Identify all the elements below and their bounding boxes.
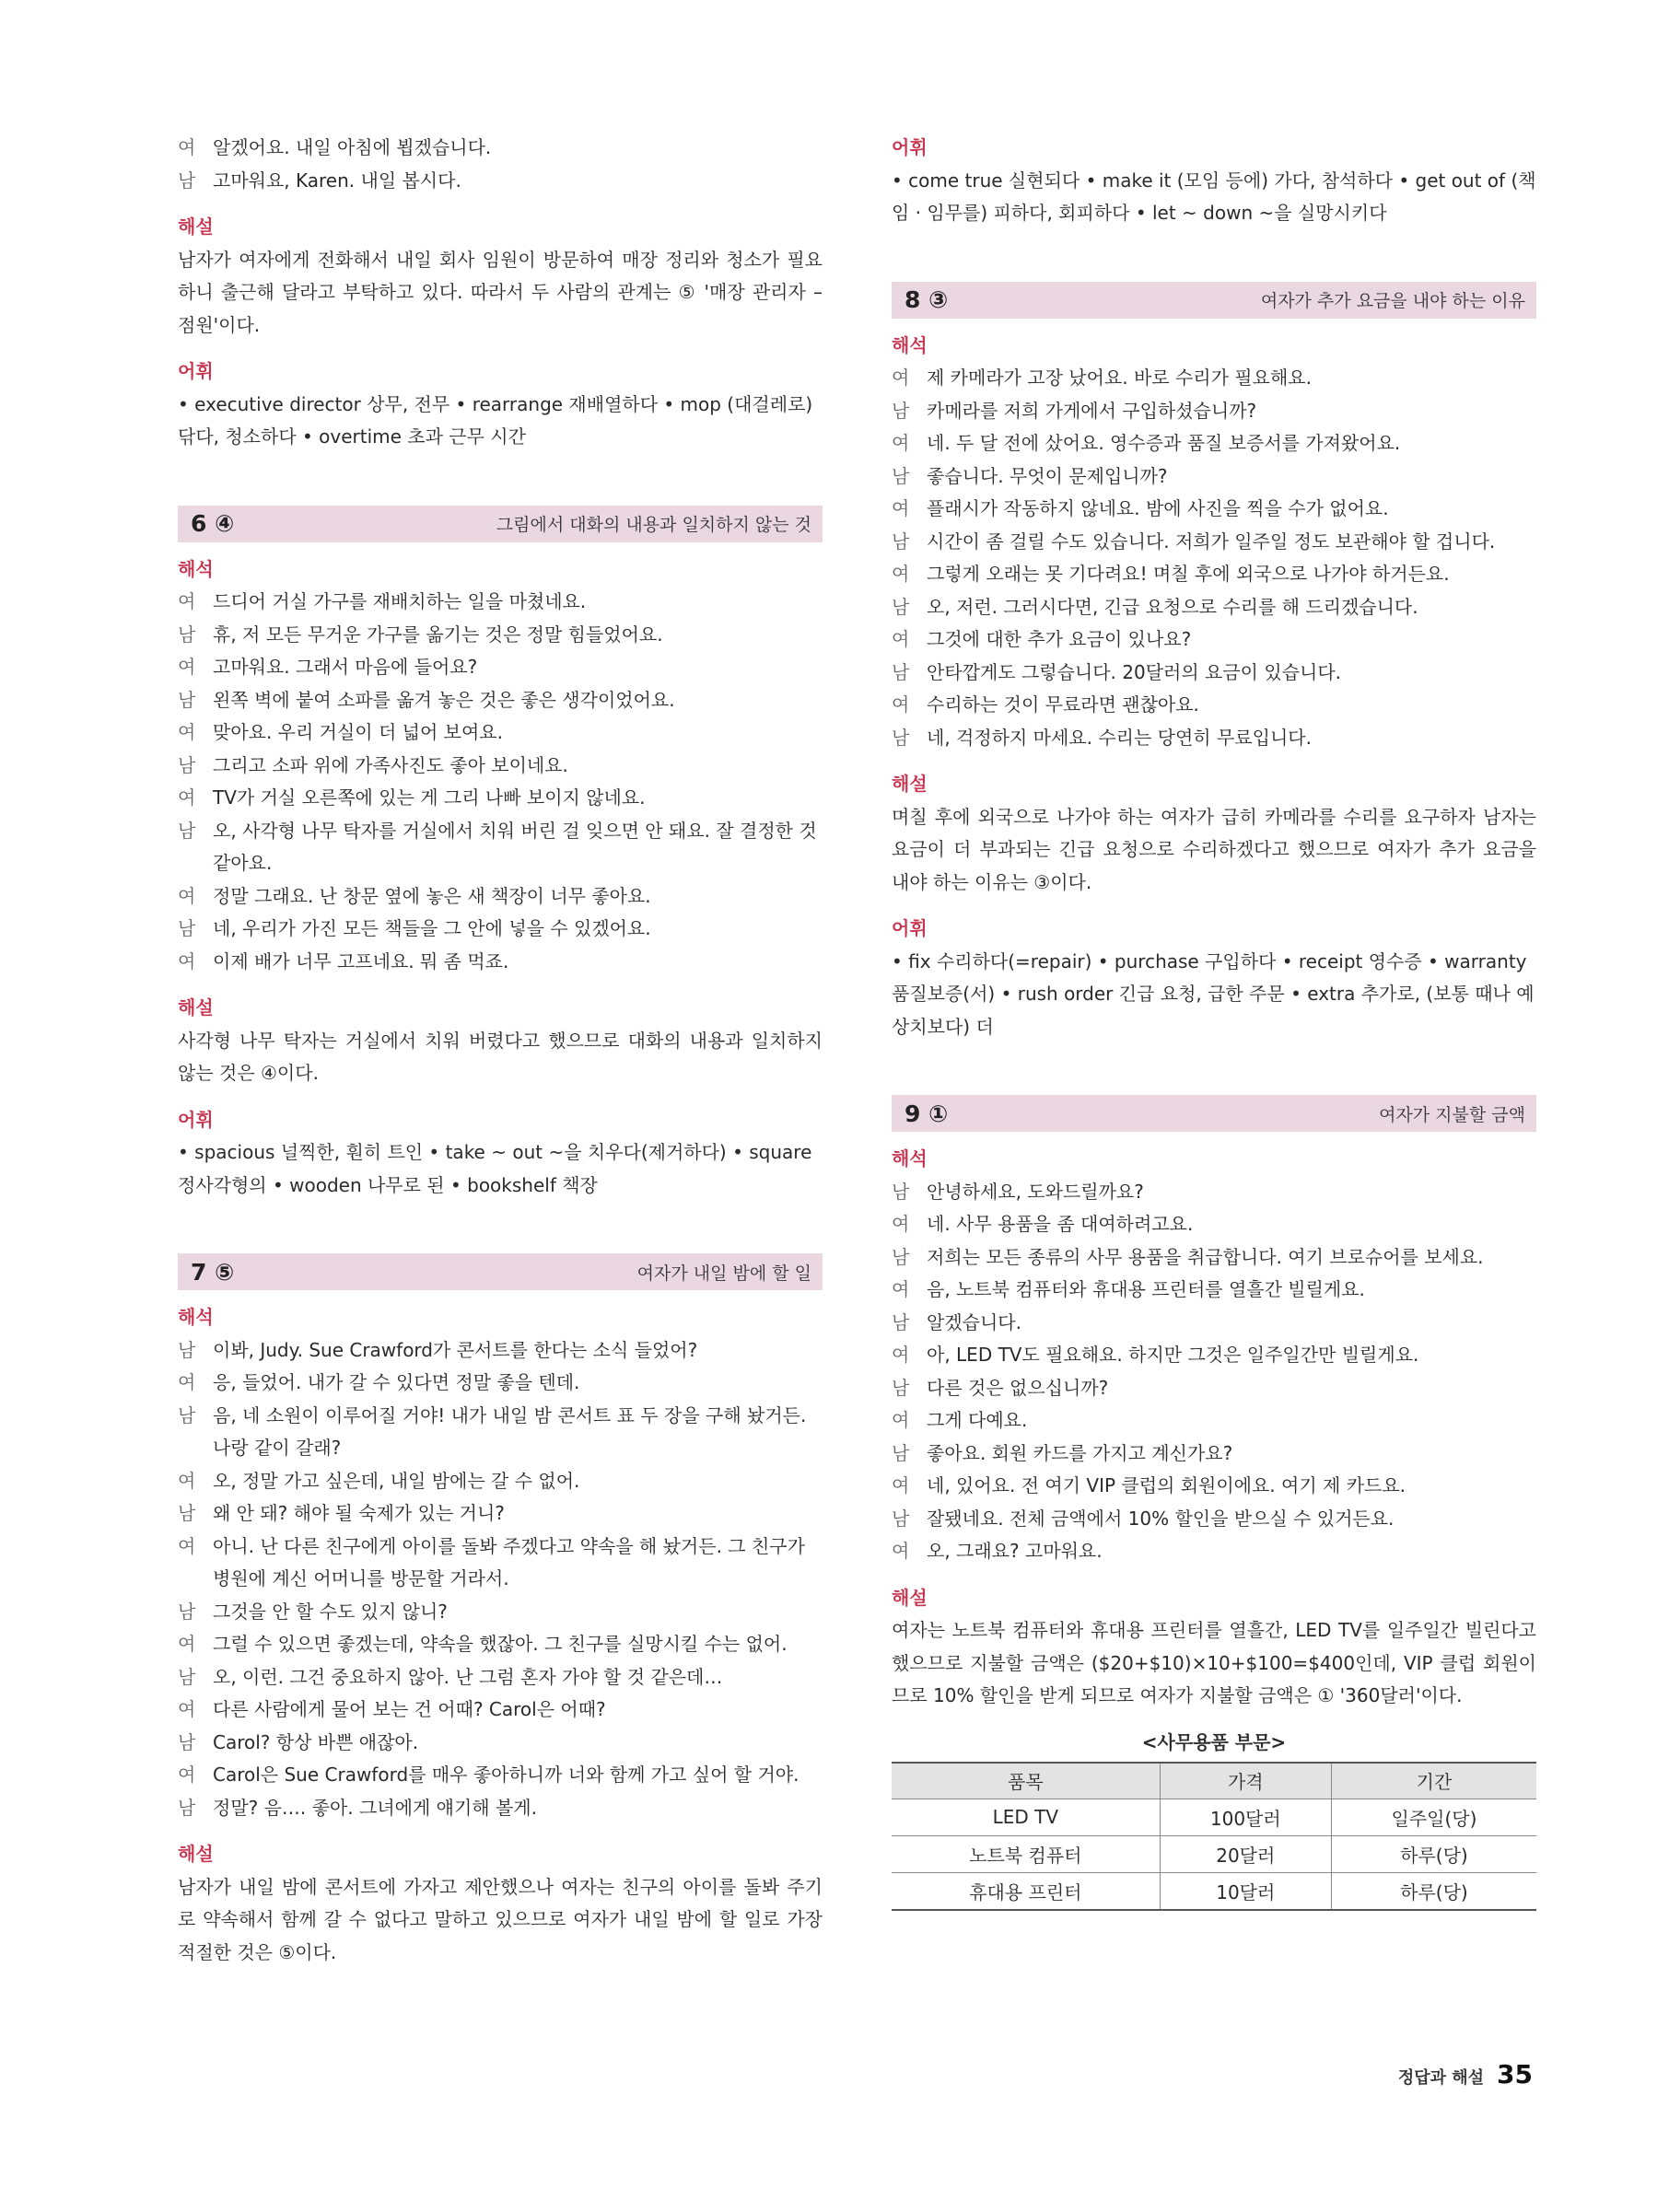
question-topic: 여자가 지불할 금액 [1379,1104,1525,1125]
dialogue-line [178,913,823,946]
speaker: 남 [892,1245,910,1268]
table-row [892,1835,1536,1872]
speaker: 남 [892,464,910,487]
dialogue-line [178,132,823,165]
dialogue-line [892,689,1536,722]
table-cell: 휴대용 프린터 [892,1872,1160,1910]
dialogue-line [178,716,823,750]
speaker: 여 [892,1409,910,1431]
line-text: 안타깝게도 그렇습니다. 20달러의 요금이 있습니다. [927,660,1341,683]
dialogue-line [892,1503,1536,1536]
dialogue-line [178,1694,823,1727]
footer-label: 정답과 해설 [1397,2068,1485,2088]
dialogue-line [892,1372,1536,1405]
speaker: 여 [178,136,196,158]
speaker: 여 [892,1278,910,1300]
speaker: 여 [178,1633,196,1655]
haeseok-label: 해석 [892,333,928,356]
speaker: 남 [178,1403,196,1426]
line-text: 그리고 소파 위에 가족사진도 좋아 보이네요. [213,753,568,776]
explanation-text: 여자는 노트북 컴퓨터와 휴대용 프린터를 열흘간, LED TV를 일주일간 빌린다고 했으므로 지불할 금액은 ($20+$10)×10+$100=$400인데, VIP 클럽 회원이므로 10% 할인을 받게 되므로 여자가 지불할 금액은 ① '360달러'이다. [892,1619,1536,1706]
haeseok-label: 해석 [892,1147,928,1170]
question-number: 8 ③ [905,286,949,313]
dialogue-line [178,1727,823,1760]
dialogue-line [178,586,823,619]
vocab-label: 어휘 [178,1108,214,1131]
dialogue-line [178,1400,823,1465]
speaker: 여 [892,1344,910,1366]
line-text: 그렇게 오래는 못 기다려요! 며칠 후에 외국으로 나가야 하거든요. [927,563,1450,585]
table-cell: 노트북 컴퓨터 [892,1835,1160,1872]
vocab-label: 어휘 [178,360,214,382]
table-header-cell: 기간 [1331,1763,1536,1799]
rental-price-table [892,1762,1536,1911]
line-text: 다른 것은 없으십니까? [927,1376,1109,1399]
dialogue-line [178,651,823,684]
dialogue-line [178,1367,823,1400]
explanation-text: 남자가 내일 밤에 콘서트에 가자고 제안했으나 여자는 친구의 아이를 돌봐 주기로 약속해서 함께 갈 수 없다고 말하고 있으므로 여자가 내일 밤에 할 일로 가장 적절한 것은 ⑤이다. [178,1875,823,1963]
haeseol-label: 해설 [178,996,214,1019]
dialogue-line [892,460,1536,494]
section-header-8 [892,282,1536,319]
line-text: 시간이 좀 걸릴 수도 있습니다. 저희가 일주일 정도 보관해야 할 겁니다. [927,530,1496,553]
dialogue-line [892,1339,1536,1372]
line-text: 오, 사각형 나무 탁자를 거실에서 치워 버린 걸 잊으면 안 돼요. 잘 결정한 것 같아요. [213,819,817,874]
table-cell: 10달러 [1160,1872,1331,1910]
line-text: 네. 사무 용품을 좀 대여하려고요. [927,1213,1194,1235]
speaker: 남 [892,530,910,553]
line-text: 맞아요. 우리 거실이 더 넓어 보여요. [213,721,503,743]
table-cell: LED TV [892,1799,1160,1835]
line-text: TV가 거실 오른쪽에 있는 게 그리 나빠 보이지 않네요. [213,786,646,809]
line-text: 왜 안 돼? 해야 될 숙제가 있는 거니? [213,1502,505,1524]
speaker: 남 [178,1796,196,1819]
line-text: 드디어 거실 가구를 재배치하는 일을 마쳤네요. [213,590,587,612]
line-text: 정말 그래요. 난 창문 옆에 놓은 새 책장이 너무 좋아요. [213,884,651,907]
line-text: 아니. 난 다른 친구에게 아이를 돌봐 주겠다고 약속을 해 놨거든. 그 친구가 병원에 계신 어머니를 방문할 거라서. [213,1534,805,1589]
speaker: 여 [178,884,196,907]
dialogue-line [178,165,823,198]
line-text: 휴, 저 모든 무거운 가구를 옮기는 것은 정말 힘들었어요. [213,623,663,646]
dialogue-line [892,1208,1536,1241]
dialogue-line [892,591,1536,624]
table-header-cell: 품목 [892,1763,1160,1799]
vocab-text: • fix 수리하다(=repair) • purchase 구입하다 • receipt 영수증 • warranty 품질보증(서) • rush order 긴급 요청, 급한 주문 • extra 추가로, (보통 때나 예상치보다) 더 [892,949,1535,1038]
dialogue-line [892,1404,1536,1438]
explanation-text: 사각형 나무 탁자는 거실에서 치워 버렸다고 했으므로 대화의 내용과 일치하지 않는 것은 ④이다. [178,1029,823,1084]
right-column [892,132,1536,1911]
haeseol-label: 해설 [178,1843,214,1865]
line-text: 왼쪽 벽에 붙여 소파를 옮겨 놓은 것은 좋은 생각이었어요. [213,688,675,711]
dialogue-line [892,427,1536,460]
speaker: 남 [892,399,910,422]
line-text: 제 카메라가 고장 났어요. 바로 수리가 필요해요. [927,367,1312,389]
line-text: 카메라를 저희 가게에서 구입하셨습니까? [927,399,1257,422]
explanation-text: 며칠 후에 외국으로 나가야 하는 여자가 급히 카메라를 수리를 요구하자 남자는 요금이 더 부과되는 긴급 요청으로 수리하겠다고 했으므로 여자가 추가 요금을 내야 하는 이유는 ③이다. [892,805,1536,893]
page-number: 35 [1497,2059,1533,2090]
line-text: 오, 저런. 그러시다면, 긴급 요청으로 수리를 해 드리겠습니다. [927,595,1418,618]
haeseok-label: 해석 [178,1306,214,1328]
haeseol-label: 해설 [892,1586,928,1609]
speaker: 남 [892,1180,910,1203]
line-text: 다른 사람에게 물어 보는 건 어때? Carol은 어때? [213,1698,606,1720]
speaker: 여 [178,590,196,612]
table-cell: 일주일(당) [1331,1799,1536,1835]
vocab-label: 어휘 [892,917,928,939]
line-text: 네. 두 달 전에 샀어요. 영수증과 품질 보증서를 가져왔어요. [927,432,1401,454]
haeseok-label: 해석 [178,557,214,580]
line-text: 오, 그래요? 고마워요. [927,1540,1103,1562]
table-row [892,1872,1536,1910]
speaker: 여 [892,497,910,519]
section-header-9 [892,1095,1536,1132]
line-text: 오, 이런. 그건 중요하지 않아. 난 그럼 혼자 가야 할 것 같은데… [213,1665,723,1688]
speaker: 남 [178,1338,196,1361]
speaker: 남 [892,1310,910,1333]
speaker: 여 [892,628,910,650]
line-text: 좋습니다. 무엇이 문제입니까? [927,464,1168,487]
dialogue-line [892,623,1536,657]
line-text: 저희는 모든 종류의 사무 용품을 취급합니다. 여기 브로슈어를 보세요. [927,1245,1484,1268]
question-topic: 여자가 내일 밤에 할 일 [636,1263,811,1284]
dialogue-line [892,1307,1536,1340]
line-text: 그것에 대한 추가 요금이 있나요? [927,628,1192,650]
section-header-7 [178,1253,823,1290]
page-footer [1398,2059,1533,2090]
line-text: 잘됐네요. 전체 금액에서 10% 할인을 받으실 수 있거든요. [927,1507,1395,1530]
line-text: 고마워요, Karen. 내일 봅시다. [213,169,461,192]
dialogue-line [178,1497,823,1531]
table-title: <사무용품 부문> [1141,1730,1287,1753]
dialogue [178,1334,823,1825]
dialogue-line [178,1661,823,1694]
dialogue-line [892,1438,1536,1471]
speaker: 여 [178,1371,196,1393]
line-text: 그것을 안 할 수도 있지 않니? [213,1600,448,1623]
question-topic: 그림에서 대화의 내용과 일치하지 않는 것 [496,515,811,535]
line-text: Carol은 Sue Crawford를 매우 좋아하니까 너와 함께 가고 싶어 할 거야. [213,1764,799,1786]
left-column [178,132,823,1969]
vocab-text: • come true 실현되다 • make it (모임 등에) 가다, 참석하다 • get out of (책임 · 임무를) 피하다, 회피하다 • let ~ down ~을 실망시키다 [892,169,1536,224]
dialogue-line [892,657,1536,690]
speaker: 여 [178,1534,196,1557]
speaker: 남 [892,726,910,749]
dialogue-line [178,946,823,979]
section-header-6 [178,506,823,542]
dialogue-line [178,750,823,783]
dialogue-line [178,684,823,717]
speaker: 남 [178,1502,196,1524]
line-text: 음, 네 소원이 이루어질 거야! 내가 내일 밤 콘서트 표 두 장을 구해 놨거든. 나랑 같이 갈래? [213,1403,807,1459]
speaker: 남 [178,623,196,646]
speaker: 여 [892,1540,910,1562]
dialogue-line [892,1241,1536,1275]
speaker: 남 [178,1730,196,1753]
dialogue-line [178,1531,823,1596]
explanation-text: 남자가 여자에게 전화해서 내일 회사 임원이 방문하여 매장 정리와 청소가 필요하니 출근해 달라고 부탁하고 있다. 따라서 두 사람의 관계는 ⑤ '매장 관리자 – 점원'이다. [178,248,823,336]
dialogue-line [178,1465,823,1498]
speaker: 남 [178,753,196,776]
haeseol-label: 해설 [178,215,214,238]
dialogue-line [178,1334,823,1368]
dialogue [178,586,823,978]
question-number: 9 ① [905,1100,949,1127]
line-text: 음, 노트북 컴퓨터와 휴대용 프린터를 열흘간 빌릴게요. [927,1278,1365,1300]
haeseol-label: 해설 [892,773,928,795]
table-row [892,1799,1536,1835]
line-text: 그럴 수 있으면 좋겠는데, 약속을 했잖아. 그 친구를 실망시킬 수는 없어. [213,1633,788,1655]
line-text: 좋아요. 회원 카드를 가지고 계신가요? [927,1441,1233,1464]
dialogue-line [892,1274,1536,1307]
speaker: 여 [178,1764,196,1786]
dialogue-line [892,558,1536,591]
speaker: 남 [178,1600,196,1623]
speaker: 남 [892,595,910,618]
speaker: 여 [892,563,910,585]
question-topic: 여자가 추가 요금을 내야 하는 이유 [1260,291,1525,311]
dialogue-line [178,880,823,914]
dialogue-line [892,1470,1536,1503]
line-text: 고마워요. 그래서 마음에 들어요? [213,656,478,678]
table-cell: 하루(당) [1331,1872,1536,1910]
line-text: 오, 정말 가고 싶은데, 내일 밤에는 갈 수 없어. [213,1469,580,1492]
speaker: 남 [892,660,910,683]
dialogue-line [892,395,1536,428]
speaker: 여 [892,693,910,716]
table-cell: 20달러 [1160,1835,1331,1872]
line-text: 이제 배가 너무 고프네요. 뭐 좀 먹죠. [213,949,509,972]
dialogue-line [178,782,823,815]
line-text: 네, 걱정하지 마세요. 수리는 당연히 무료입니다. [927,726,1312,749]
question-number: 7 ⑤ [191,1258,235,1286]
speaker: 남 [892,1507,910,1530]
line-text: 이봐, Judy. Sue Crawford가 콘서트를 한다는 소식 들었어? [213,1338,698,1361]
table-cell: 하루(당) [1331,1835,1536,1872]
speaker: 남 [178,917,196,939]
vocab-text: • spacious 널찍한, 훤히 트인 • take ~ out ~을 치우다(제거하다) • square 정사각형의 • wooden 나무로 된 • bookshelf 책장 [178,1141,812,1196]
dialogue [892,1176,1536,1568]
vocab-text: • executive director 상무, 전무 • rearrange 재배열하다 • mop (대걸레로) 닦다, 청소하다 • overtime 초과 근무 시간 [178,392,813,448]
dialogue-line [178,1792,823,1825]
line-text: 그게 다예요. [927,1409,1028,1431]
dialogue-line [178,1759,823,1792]
speaker: 남 [178,1665,196,1688]
speaker: 여 [178,786,196,809]
speaker: 여 [892,1213,910,1235]
dialogue-line [178,1596,823,1629]
table-cell: 100달러 [1160,1799,1331,1835]
dialogue-line [892,1176,1536,1209]
line-text: 정말? 음…. 좋아. 그녀에게 얘기해 볼게. [213,1796,537,1819]
question-number: 6 ④ [191,510,235,537]
line-text: Carol? 항상 바쁜 애잖아. [213,1730,419,1753]
dialogue-line [892,362,1536,395]
dialogue-line [892,493,1536,526]
speaker: 여 [892,432,910,454]
dialogue-line [892,722,1536,755]
dialogue-line [178,1628,823,1661]
line-text: 안녕하세요, 도와드릴까요? [927,1180,1144,1203]
speaker: 남 [892,1376,910,1399]
dialogue-line [178,815,823,880]
dialogue-line [892,1535,1536,1568]
speaker: 남 [178,819,196,842]
line-text: 알겠습니다. [927,1310,1021,1333]
table-header-cell: 가격 [1160,1763,1331,1799]
line-text: 네, 있어요. 전 여기 VIP 클럽의 회원이에요. 여기 제 카드요. [927,1474,1406,1496]
speaker: 남 [178,169,196,192]
speaker: 남 [892,1441,910,1464]
speaker: 여 [892,367,910,389]
speaker: 여 [892,1474,910,1496]
speaker: 여 [178,949,196,972]
line-text: 알겠어요. 내일 아침에 뵙겠습니다. [213,136,492,158]
table-header-row [892,1763,1536,1799]
line-text: 응, 들었어. 내가 갈 수 있다면 정말 좋을 텐데. [213,1371,580,1393]
dialogue-line [892,526,1536,559]
line-text: 네, 우리가 가진 모든 책들을 그 안에 넣을 수 있겠어요. [213,917,651,939]
line-text: 플래시가 작동하지 않네요. 밤에 사진을 찍을 수가 없어요. [927,497,1389,519]
speaker: 여 [178,1698,196,1720]
line-text: 수리하는 것이 무료라면 괜찮아요. [927,693,1199,716]
speaker: 여 [178,1469,196,1492]
line-text: 아, LED TV도 필요해요. 하지만 그것은 일주일간만 빌릴게요. [927,1344,1419,1366]
vocab-label: 어휘 [892,136,928,158]
speaker: 여 [178,656,196,678]
dialogue-line [178,619,823,652]
dialogue [892,362,1536,754]
speaker: 여 [178,721,196,743]
speaker: 남 [178,688,196,711]
